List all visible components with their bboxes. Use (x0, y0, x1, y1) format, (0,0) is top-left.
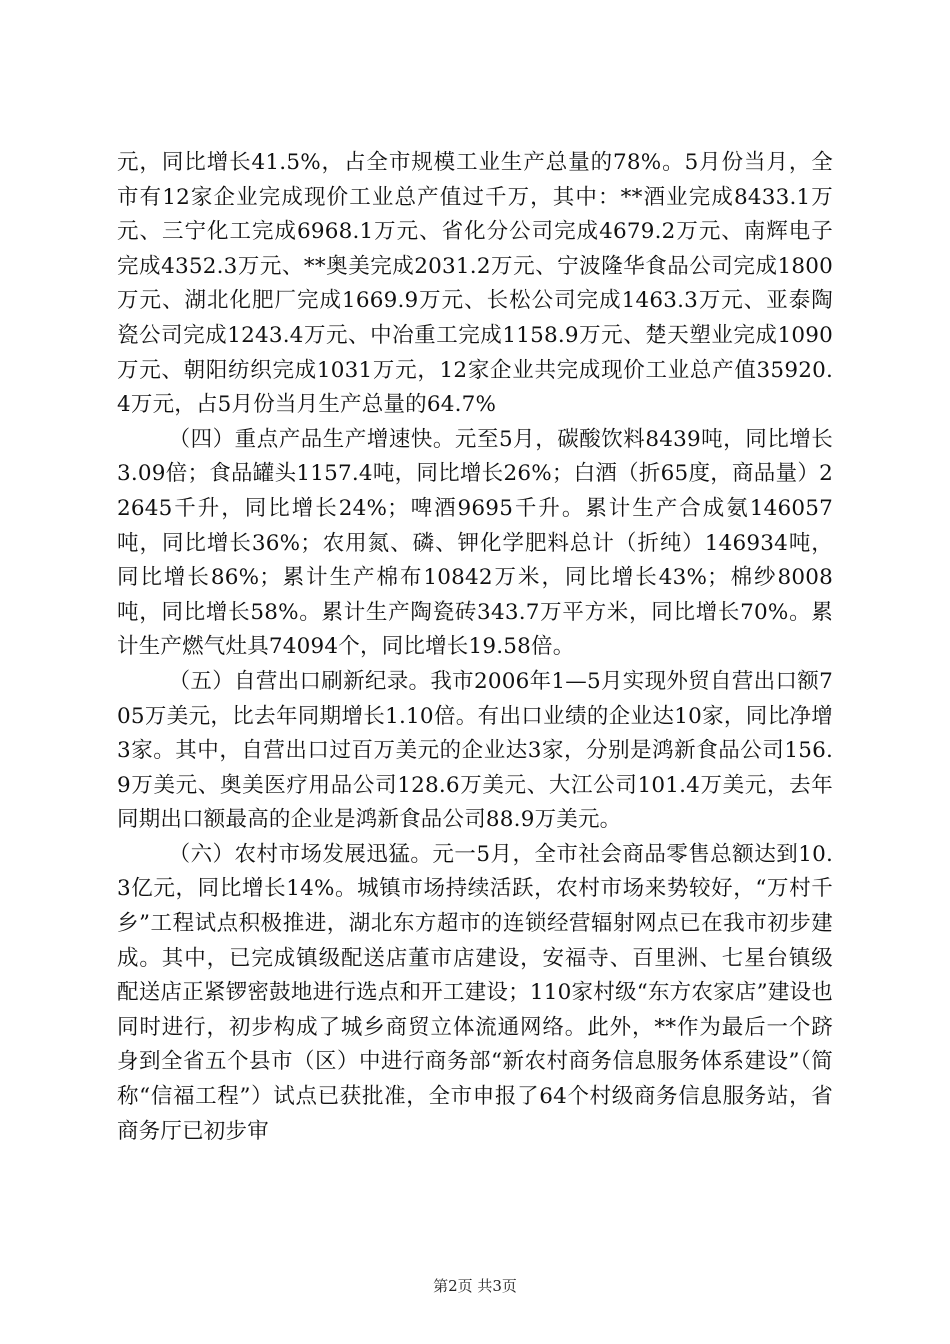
document-body (117, 146, 833, 1149)
page-footer: 第2页 共3页 (433, 1277, 517, 1295)
paragraph-export-record: （五）自营出口刷新纪录。我市2006年1—5月实现外贸自营出口额705万美元，比去年同期增长1.10倍。有出口业绩的企业达10家，同比净增3家。其中，自营出口过百万美元的企业达3家，分别是鸿新食品公司156.9万美元、奥美医疗用品公司128.6万美元、大江公司101.4万美元，去年同期出口额最高的企业是鸿新食品公司88.9万美元。 (117, 668, 833, 833)
paragraph-key-products: （四）重点产品生产增速快。元至5月，碳酸饮料8439吨，同比增长3.09倍；食品罐头1157.4吨，同比增长26%；白酒（折65度，商品量）22645千升，同比增长24%；啤酒9695千升。累计生产合成氨146057吨，同比增长36%；农用氮、磷、钾化学肥料总计（折纯）146934吨，同比增长86%；累计生产棉布10842万米，同比增长43%；棉纱8008吨，同比增长58%。累计生产陶瓷砖343.7万平方米，同比增长70%。累计生产燃气灶具74094个，同比增长19.58倍。 (117, 426, 833, 660)
paragraph-continuation: 元，同比增长41.5%，占全市规模工业生产总量的78%。5月份当月，全市有12家企业完成现价工业总产值过千万，其中：**酒业完成8433.1万元、三宁化工完成6968.1万元、省化分公司完成4679.2万元、南辉电子完成4352.3万元、**奥美完成2031.2万元、宁波隆华食品公司完成1800万元、湖北化肥厂完成1669.9万元、长松公司完成1463.3万元、亚泰陶瓷公司完成1243.4万元、中冶重工完成1158.9万元、楚天塑业完成1090万元、朝阳纺织完成1031万元，12家企业共完成现价工业总产值35920.4万元，占5月份当月生产总量的64.7% (117, 150, 833, 418)
paragraph-rural-market: （六）农村市场发展迅猛。元一5月，全市社会商品零售总额达到10.3亿元，同比增长14%。城镇市场持续活跃，农村市场来势较好，“万村千乡”工程试点积极推进，湖北东方超市的连锁经营辐射网点已在我市初步建成。其中，已完成镇级配送店董市店建设，安福寺、百里洲、七星台镇级配送店正紧锣密鼓地进行选点和开工建设；110家村级“东方农家店”建设也同时进行，初步构成了城乡商贸立体流通网络。此外，**作为最后一个跻身到全省五个县市（区）中进行商务部“新农村商务信息服务体系建设”（简称“信福工程”）试点已获批准，全市申报了64个村级商务信息服务站，省商务厅已初步审 (117, 841, 833, 1144)
